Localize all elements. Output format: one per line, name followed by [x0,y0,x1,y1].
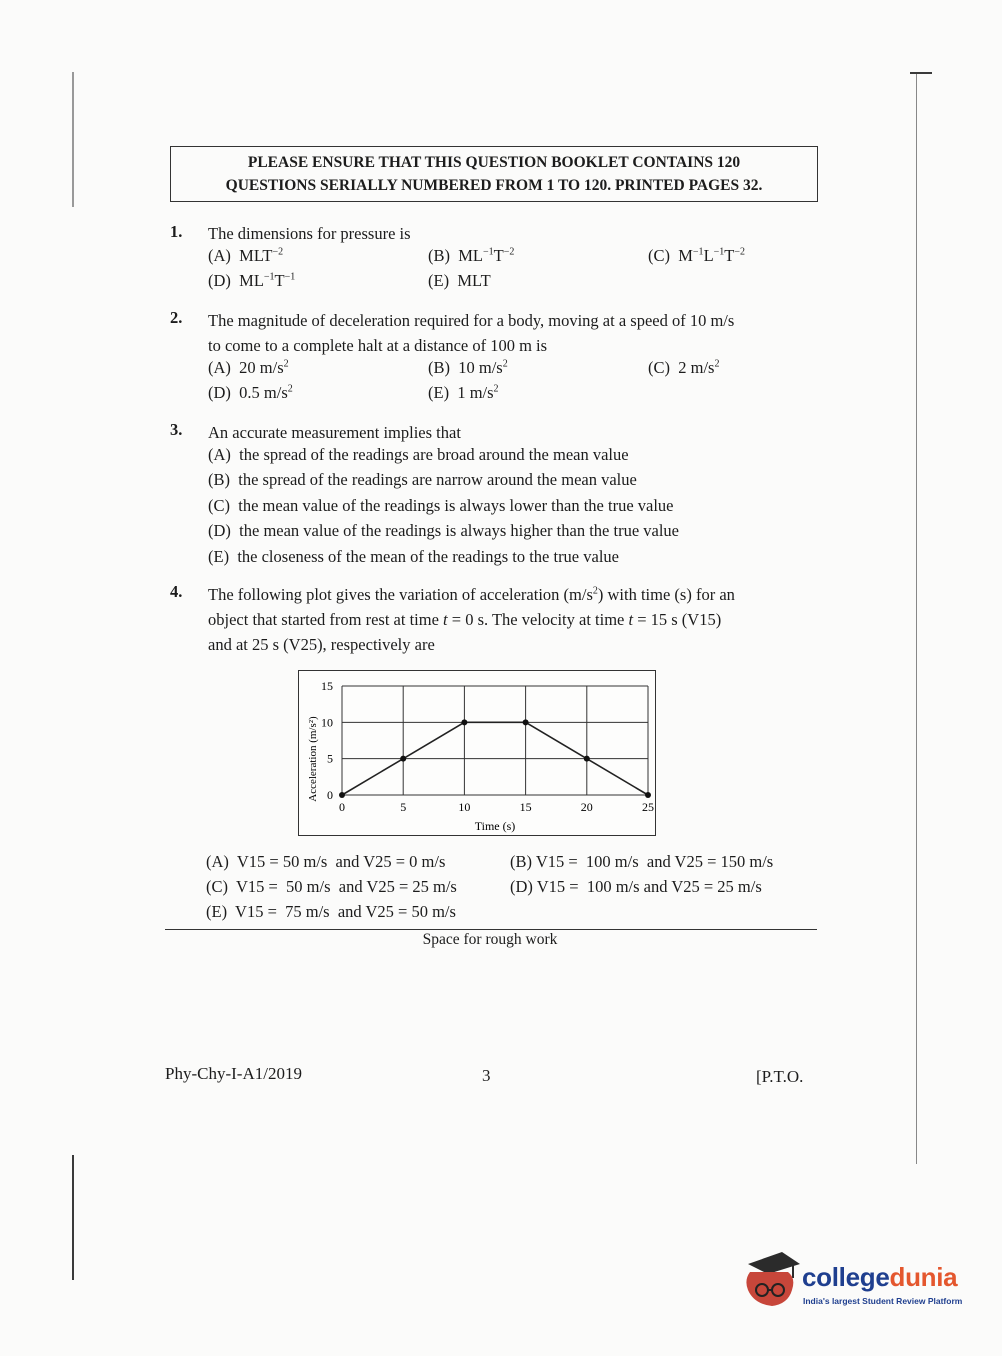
scan-edge-top-right [910,72,932,74]
y-tick-label: 10 [321,715,333,730]
q2-option-e: (E) 1 $m/s^2$ [428,383,499,402]
q4-option-a: (A) V15 = 50 m/s and V25 = 0 m/s [206,852,446,871]
question-number: 4. [170,582,183,601]
scan-edge-left-top [72,72,74,207]
scan-edge-right [916,74,917,1164]
q1-option-d: (D) $ML^{-1}T^{-1}$ [208,271,296,290]
scan-edge-left-bottom [72,1155,74,1280]
question-text-line: object that started from rest at time t = 0 s. The velocity at time t = 15 s (V15) [208,610,722,629]
mascot-icon [742,1250,804,1310]
q3-option-a: (A) the spread of the readings are broad around the mean value [208,445,629,464]
q4-option-b: (B) V15 = 100 m/s and V25 = 150 m/s [510,852,774,871]
notice-line-1: PLEASE ENSURE THAT THIS QUESTION BOOKLET CONTAINS 120 [247,154,741,171]
data-point [461,719,467,725]
data-point [339,792,345,798]
q4-option-d: (D) V15 = 100 m/s and V25 = 25 m/s [510,877,762,896]
q2-option-c: (C) 2 $m/s^2$ [648,358,720,377]
data-point [400,756,406,762]
q3-option-b: (B) the spread of the readings are narrow around the mean value [208,470,637,489]
q3-option-e: (E) the closeness of the mean of the readings to the true value [208,547,619,566]
q2-option-d: (D) 0.5 $m/s^2$ [208,383,293,402]
question-text-line: The following plot gives the variation of acceleration $(m/s^2)$ with time (s) for an [208,585,735,604]
x-tick-label: 10 [458,800,471,814]
question-number: 2. [170,308,183,327]
question-number: 3. [170,420,183,439]
acceleration-chart [298,670,656,836]
pto-label: [P.T.O. [756,1067,804,1086]
q4-option-e: (E) V15 = 75 m/s and V25 = 50 m/s [206,902,456,921]
q1-option-b: (B) $ML^{-1}T^{-2}$ [428,246,515,265]
brand-name: collegedunia [802,1262,958,1292]
q2-option-b: (B) 10 $m/s^2$ [428,358,508,377]
brand-tagline: India's largest Student Review Platform [803,1296,963,1306]
x-tick-label: 20 [580,800,593,814]
notice-box [170,146,818,202]
q3-option-d: (D) the mean value of the readings is always higher than the true value [208,521,680,540]
collegedunia-logo [742,1250,972,1316]
y-tick-label: 0 [327,788,333,802]
y-tick-label: 15 [321,679,333,693]
question-text: The dimensions for pressure is [208,224,411,243]
x-axis-label: Time (s) [474,819,516,833]
question-number: 1. [170,222,183,241]
x-tick-label: 0 [339,800,345,814]
q2-option-a: (A) 20 $m/s^2$ [208,358,289,377]
data-point [645,792,651,798]
x-tick-label: 5 [400,800,407,814]
chart-svg [299,671,657,837]
question-text-line: The magnitude of deceleration required for a body, moving at a speed of 10 m/s [208,311,735,330]
question-text-line: and at 25 s (V25), respectively are [208,635,435,654]
paper-code: Phy-Chy-I-A1/2019 [165,1064,302,1083]
y-tick-label: 5 [327,751,333,766]
y-axis-label: Acceleration (m/s²) [307,716,319,802]
x-tick-label: 15 [519,800,532,814]
q4-option-c: (C) V15 = 50 m/s and V25 = 25 m/s [206,877,457,896]
question-text: An accurate measurement implies that [208,423,461,442]
notice-line-2: QUESTIONS SERIALLY NUMBERED FROM 1 TO 120. PRINTED PAGES 32. [225,177,763,194]
page-number: 3 [482,1066,491,1085]
q1-option-a: (A) $MLT^{-2}$ [208,246,284,265]
question-text-line: to come to a complete halt at a distance of 100 m is [208,336,548,355]
q3-option-c: (C) the mean value of the readings is always lower than the true value [208,496,674,515]
x-tick-label: 25 [642,800,654,814]
q1-option-c: (C) $M^{-1}L^{-1}T^{-2}$ [648,246,746,265]
rough-work-label: Space for rough work [422,931,558,948]
data-point [523,719,529,725]
data-point [584,756,590,762]
q1-option-e: (E) MLT [428,271,491,290]
